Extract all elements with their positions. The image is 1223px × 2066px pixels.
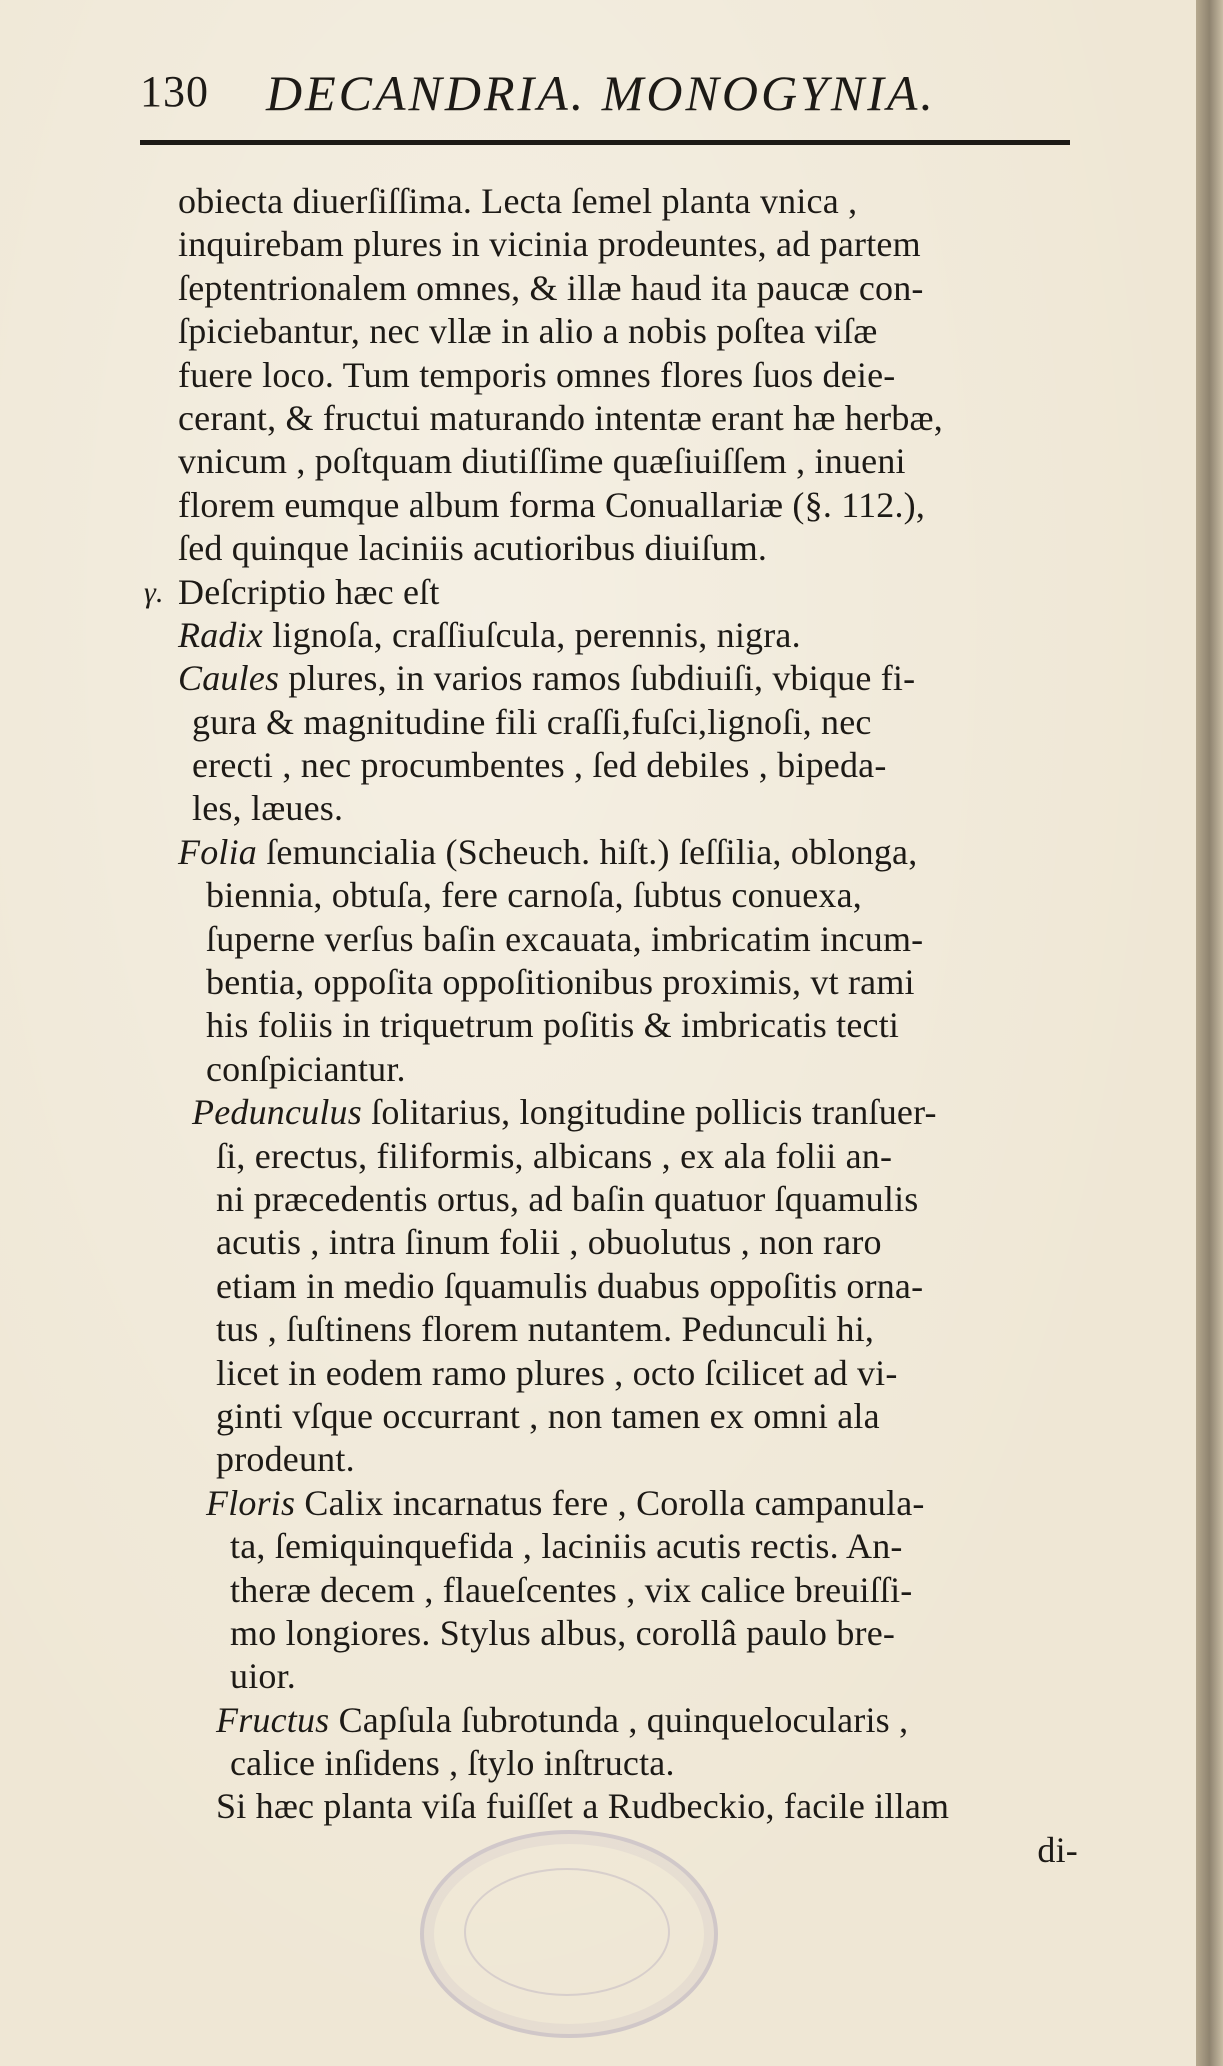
text-line: cerant, & fructui maturando intentæ erant hæ herbæ, <box>178 397 943 438</box>
caules-continuation: gura & magnitudine fili craſſi,fuſci,lignoſi, nec <box>192 701 872 742</box>
text-line: inquirebam plures in vicinia prodeuntes, ad partem <box>178 224 921 265</box>
pedunculus-continuation: prodeunt. <box>216 1439 355 1480</box>
floris-text: Calix incarnatus fere , Corolla campanula- <box>304 1482 925 1523</box>
caules-continuation: les, læues. <box>192 788 344 829</box>
folia-continuation: his foliis in triquetrum poſitis & imbricatis tecti <box>206 1005 900 1046</box>
pedunculus-continuation: ſi, erectus, filiformis, albicans , ex ala folii an- <box>216 1135 893 1176</box>
fructus-line <box>178 1699 1098 1742</box>
text-line: florem eumque album forma Conuallariæ (§. 112.), <box>178 484 926 525</box>
library-stamp <box>420 1830 718 2038</box>
pedunculus-continuation: tus , ſuſtinens florem nutantem. Pedunculi hi, <box>216 1309 875 1350</box>
floris-continuation: theræ decem , flaueſcentes , vix calice breuiſſi- <box>230 1569 913 1610</box>
pedunculus-label: Pedunculus <box>192 1092 362 1133</box>
pedunculus-continuation: ni præcedentis ortus, ad baſin quatuor ſquamulis <box>216 1178 919 1219</box>
fructus-continuation: calice inſidens , ſtylo inſtructa. <box>230 1743 675 1784</box>
pedunculus-continuation: ginti vſque occurrant , non tamen ex omni ala <box>216 1395 880 1436</box>
pedunculus-line <box>178 1091 1098 1134</box>
fructus-label: Fructus <box>216 1699 330 1740</box>
caules-text: plures, in varios ramos ſubdiuiſi, vbique fi- <box>288 658 916 699</box>
page-header <box>140 60 1070 130</box>
floris-line <box>178 1482 1098 1525</box>
fructus-text: Capſula ſubrotunda , quinquelocularis , <box>338 1699 909 1740</box>
running-head: DECANDRIA. MONOGYNIA. <box>266 65 936 121</box>
section-heading <box>144 571 1098 614</box>
caules-label: Caules <box>178 658 280 699</box>
floris-continuation: mo longiores. Stylus albus, corollâ paulo bre- <box>230 1612 896 1653</box>
caules-line <box>178 657 1098 700</box>
text-line: ſpiciebantur, nec vllæ in alio a nobis poſtea viſæ <box>178 311 878 352</box>
radix-text: lignoſa, craſſiuſcula, perennis, nigra. <box>272 614 801 655</box>
folia-text: ſemuncialia (Scheuch. hiſt.) ſeſſilia, oblonga, <box>266 831 918 872</box>
catchword: di- <box>1037 1829 1078 1870</box>
page-number: 130 <box>140 67 209 116</box>
text-line: obiecta diuerſiſſima. Lecta ſemel planta vnica , <box>178 181 858 221</box>
text-line: fuere loco. Tum temporis omnes flores ſuos deie- <box>178 354 896 395</box>
folia-continuation: ſuperne verſus baſin excauata, imbricatim incum- <box>206 918 924 959</box>
pedunculus-continuation: licet in eodem ramo plures , octo ſcilicet ad vi- <box>216 1352 898 1393</box>
radix-line <box>178 614 1098 657</box>
floris-continuation: ta, ſemiquinquefida , laciniis acutis rectis. An- <box>230 1526 903 1567</box>
text-line: ſeptentrionalem omnes, & illæ haud ita paucæ con- <box>178 267 924 308</box>
library-stamp-inner <box>464 1868 670 1996</box>
book-spine <box>1196 0 1223 2066</box>
pedunculus-text: ſolitarius, longitudine pollicis tranſuer- <box>371 1092 937 1133</box>
text-line: vnicum , poſtquam diutiſſime quæſiuiſſem , inueni <box>178 441 906 482</box>
radix-label: Radix <box>178 614 263 655</box>
closing-line: Si hæc planta viſa fuiſſet a Rudbeckio, facile illam <box>216 1786 950 1827</box>
folia-continuation: conſpiciantur. <box>206 1048 406 1089</box>
folia-continuation: bentia, oppoſita oppoſitionibus proximis, vt rami <box>206 962 915 1003</box>
floris-label: Floris <box>206 1482 296 1523</box>
header-rule <box>140 140 1070 145</box>
folia-continuation: biennia, obtuſa, fere carnoſa, ſubtus conuexa, <box>206 875 862 916</box>
folia-line <box>178 831 1098 874</box>
text-line: ſed quinque laciniis acutioribus diuiſum. <box>178 528 768 569</box>
section-mark: γ. <box>144 575 164 609</box>
pedunculus-continuation: acutis , intra ſinum folii , obuolutus , non raro <box>216 1222 882 1263</box>
pedunculus-continuation: etiam in medio ſquamulis duabus oppoſitis orna- <box>216 1265 924 1306</box>
section-text: Deſcriptio hæc eſt <box>178 571 440 612</box>
body-text <box>144 180 1098 1872</box>
caules-continuation: erecti , nec procumbentes , ſed debiles , bipeda- <box>192 745 887 786</box>
folia-label: Folia <box>178 831 257 872</box>
floris-continuation: uior. <box>230 1656 297 1697</box>
